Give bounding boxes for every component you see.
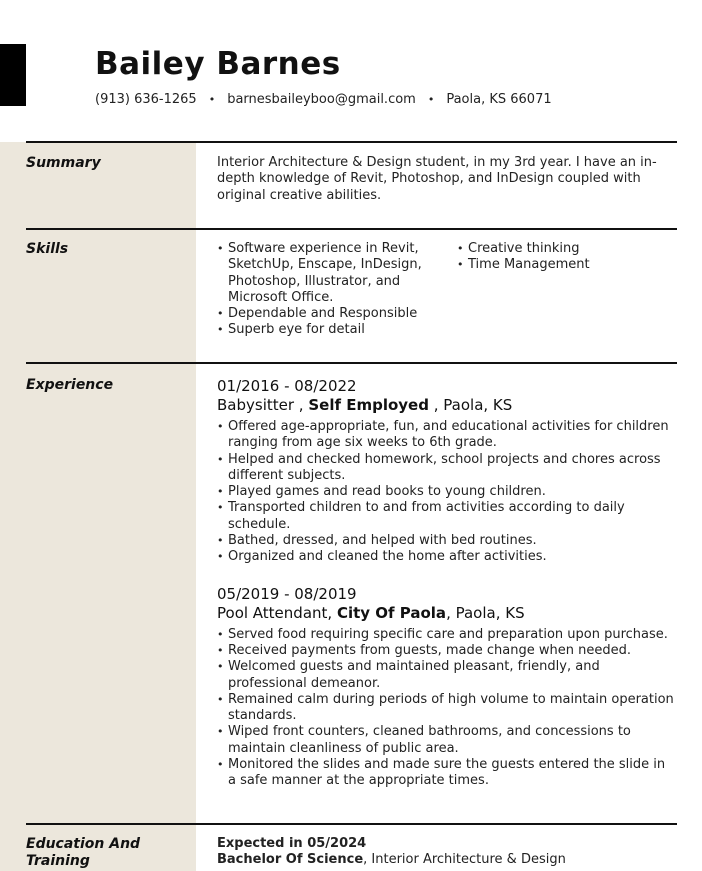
job-location: Paola, KS [443,396,513,414]
candidate-name: Bailey Barnes [95,46,341,82]
education-degree-line [217,852,677,868]
section-rule [26,823,677,825]
skill-item: • Superb eye for detail [217,322,457,338]
job-location: Paola, KS [455,603,525,622]
degree-field: Interior Architecture & Design [371,852,566,868]
section-rule [26,141,677,143]
job-dates: 01/2016 - 08/2022 [217,377,357,395]
summary-heading: Summary [26,155,101,171]
education-section [217,836,677,869]
job-duty: • Remained calm during periods of high volume to maintain operation standards. [217,692,677,725]
job-duty: • Wiped front counters, cleaned bathrooms, and concessions to maintain cleanliness of public area. [217,724,677,757]
section-rule [26,228,677,230]
job-separator: , [428,396,444,414]
job-title-line [217,396,677,415]
job-dates: 05/2019 - 08/2019 [217,584,357,603]
skill-item: • Creative thinking [457,241,657,257]
skills-list [217,241,457,339]
job-title-line [217,604,677,623]
skills-section [217,241,677,339]
section-rule [26,362,677,364]
expected-date: Expected in 05/2024 [217,836,367,851]
job-employer: Self Employed [308,396,429,414]
job-duty: • Bathed, dressed, and helped with bed routines. [217,533,677,549]
skills-heading: Skills [26,241,69,257]
phone-number: (913) 636-1265 [95,92,197,107]
job-entry [217,377,677,566]
job-duty: • Offered age-appropriate, fun, and educational activities for children ranging from age six weeks to 6th grade. [217,419,677,452]
degree-separator: , [363,852,372,868]
degree: Bachelor Of Science [217,852,364,868]
location: Paola, KS 66071 [446,92,552,107]
summary-section [217,155,677,204]
email-address: barnesbaileyboo@gmail.com [227,92,416,107]
job-employer: City Of Paola [336,603,447,622]
contact-line [95,92,552,107]
experience-section [217,377,677,790]
skill-item: • Software experience in Revit, SketchUp, Enscape, InDesign, Photoshop, Illustrator, and Microsoft Office. [217,241,457,306]
job-duty: • Organized and cleaned the home after activities. [217,549,677,565]
skill-item: • Dependable and Responsible [217,306,457,322]
job-entry [217,585,677,790]
job-duty: • Helped and checked homework, school projects and chores across different subjects. [217,452,677,485]
job-role: Babysitter [217,396,295,414]
contact-separator: • [208,93,216,106]
job-duty: • Played games and read books to young children. [217,484,677,500]
education-expected [217,836,677,852]
skills-list [457,241,657,339]
skill-item: • Time Management [457,257,657,273]
job-duty: • Transported children to and from activities according to daily schedule. [217,500,677,533]
summary-text: Interior Architecture & Design student, in my 3rd year. I have an in-depth knowledge of Revit, Photoshop, and InDesign coupled with original creative abilities. [217,155,657,203]
job-duty: • Received payments from guests, made change when needed. [217,643,677,659]
job-duties-list [217,419,677,566]
job-duties-list [217,627,677,790]
job-separator: , [327,603,337,622]
job-duty: • Served food requiring specific care and preparation upon purchase. [217,627,677,643]
job-duty: • Monitored the slides and made sure the guests entered the slide in a safe manner at the appropriate times. [217,757,677,790]
job-role: Pool Attendant [217,603,328,622]
contact-separator: • [427,93,435,106]
header-accent-block [0,44,26,106]
job-separator: , [294,396,309,414]
education-heading: Education And Training [26,836,141,869]
experience-heading: Experience [26,377,114,393]
job-duty: • Welcomed guests and maintained pleasant, friendly, and professional demeanor. [217,659,677,692]
job-separator: , [446,603,456,622]
